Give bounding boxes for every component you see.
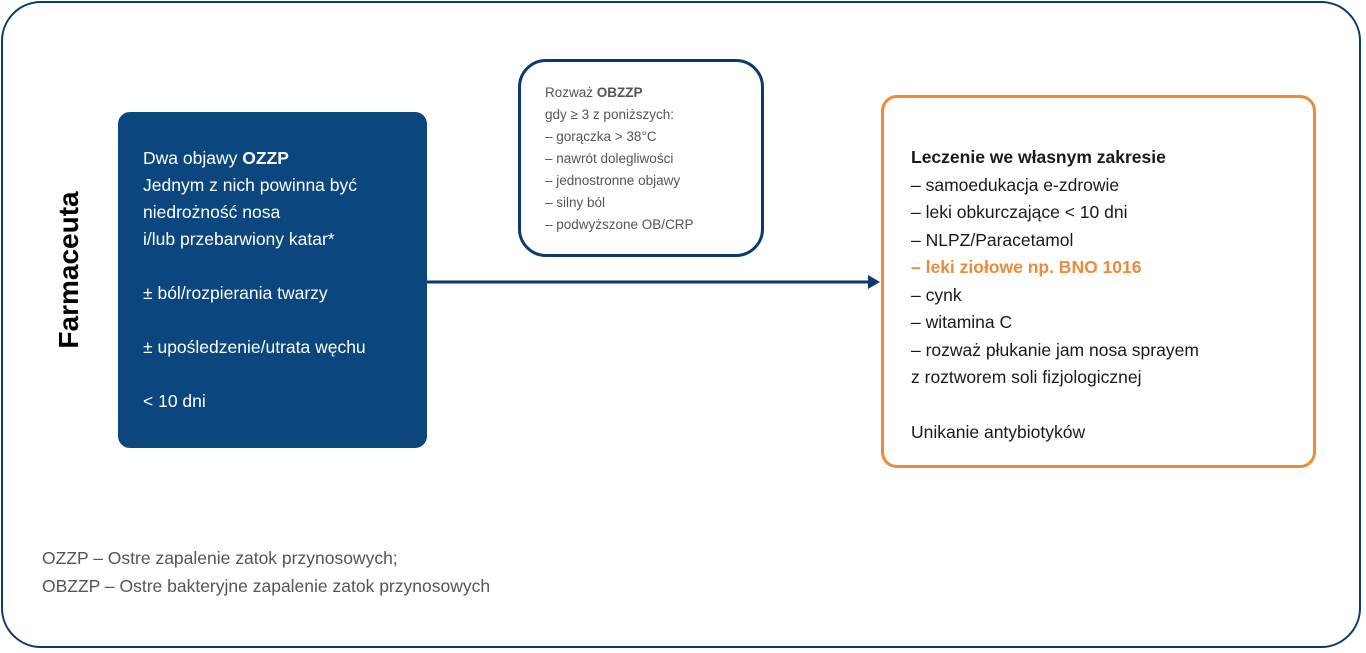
symptoms-line-6: ± upośledzenie/utrata węchu: [143, 337, 366, 357]
treatment-footer: Unikanie antybiotyków: [911, 422, 1086, 442]
symptoms-line-4: i/lub przebarwiony katar*: [143, 229, 335, 249]
legend-line-1: OZZP – Ostre zapalenie zatok przynosowych;: [42, 548, 398, 568]
treatment-box: [881, 95, 1316, 468]
legend-line-2: OBZZP – Ostre bakteryjne zapalenie zatok przynosowych: [42, 576, 491, 596]
consider-item: – jednostronne objawy: [545, 173, 681, 188]
consider-line-2: gdy ≥ 3 z poniższych:: [545, 107, 674, 122]
symptoms-line-1-text: Dwa objawy: [143, 148, 243, 168]
abbreviation-legend: [42, 544, 490, 600]
symptoms-line-1-bold: OZZP: [242, 148, 289, 168]
consider-item: – silny ból: [545, 195, 606, 210]
symptoms-line-3: niedrożność nosa: [143, 202, 281, 222]
arrow-head-icon: [868, 275, 880, 289]
treatment-item: – leki obkurczające < 10 dni: [911, 202, 1128, 222]
treatment-item: – samoedukacja e-zdrowie: [911, 174, 1120, 195]
consider-item: – gorączka > 38°C: [545, 129, 657, 144]
symptoms-line-7: < 10 dni: [143, 391, 206, 411]
treatment-item: – cynk: [911, 284, 962, 305]
treatment-heading: Leczenie we własnym zakresie: [911, 147, 1166, 167]
consider-line-1-text: Rozważ: [545, 85, 597, 100]
consider-line-1-bold: OBZZP: [596, 85, 643, 100]
symptoms-line-5: ± ból/rozpierania twarzy: [143, 283, 328, 303]
treatment-item: – rozważ płukanie jam nosa sprayem: [911, 339, 1199, 360]
treatment-item: – NLPZ/Paracetamol: [911, 229, 1074, 250]
treatment-item: z roztworem soli fizjologicznej: [911, 367, 1142, 387]
symptoms-line-2: Jednym z nich powinna być: [143, 175, 357, 195]
role-label: Farmaceuta: [53, 191, 84, 349]
treatment-item-highlighted: – leki ziołowe np. BNO 1016: [911, 257, 1142, 277]
treatment-item: – witamina C: [911, 312, 1013, 332]
consider-item: – podwyższone OB/CRP: [545, 217, 694, 232]
consider-item: – nawrót dolegliwości: [545, 151, 674, 166]
